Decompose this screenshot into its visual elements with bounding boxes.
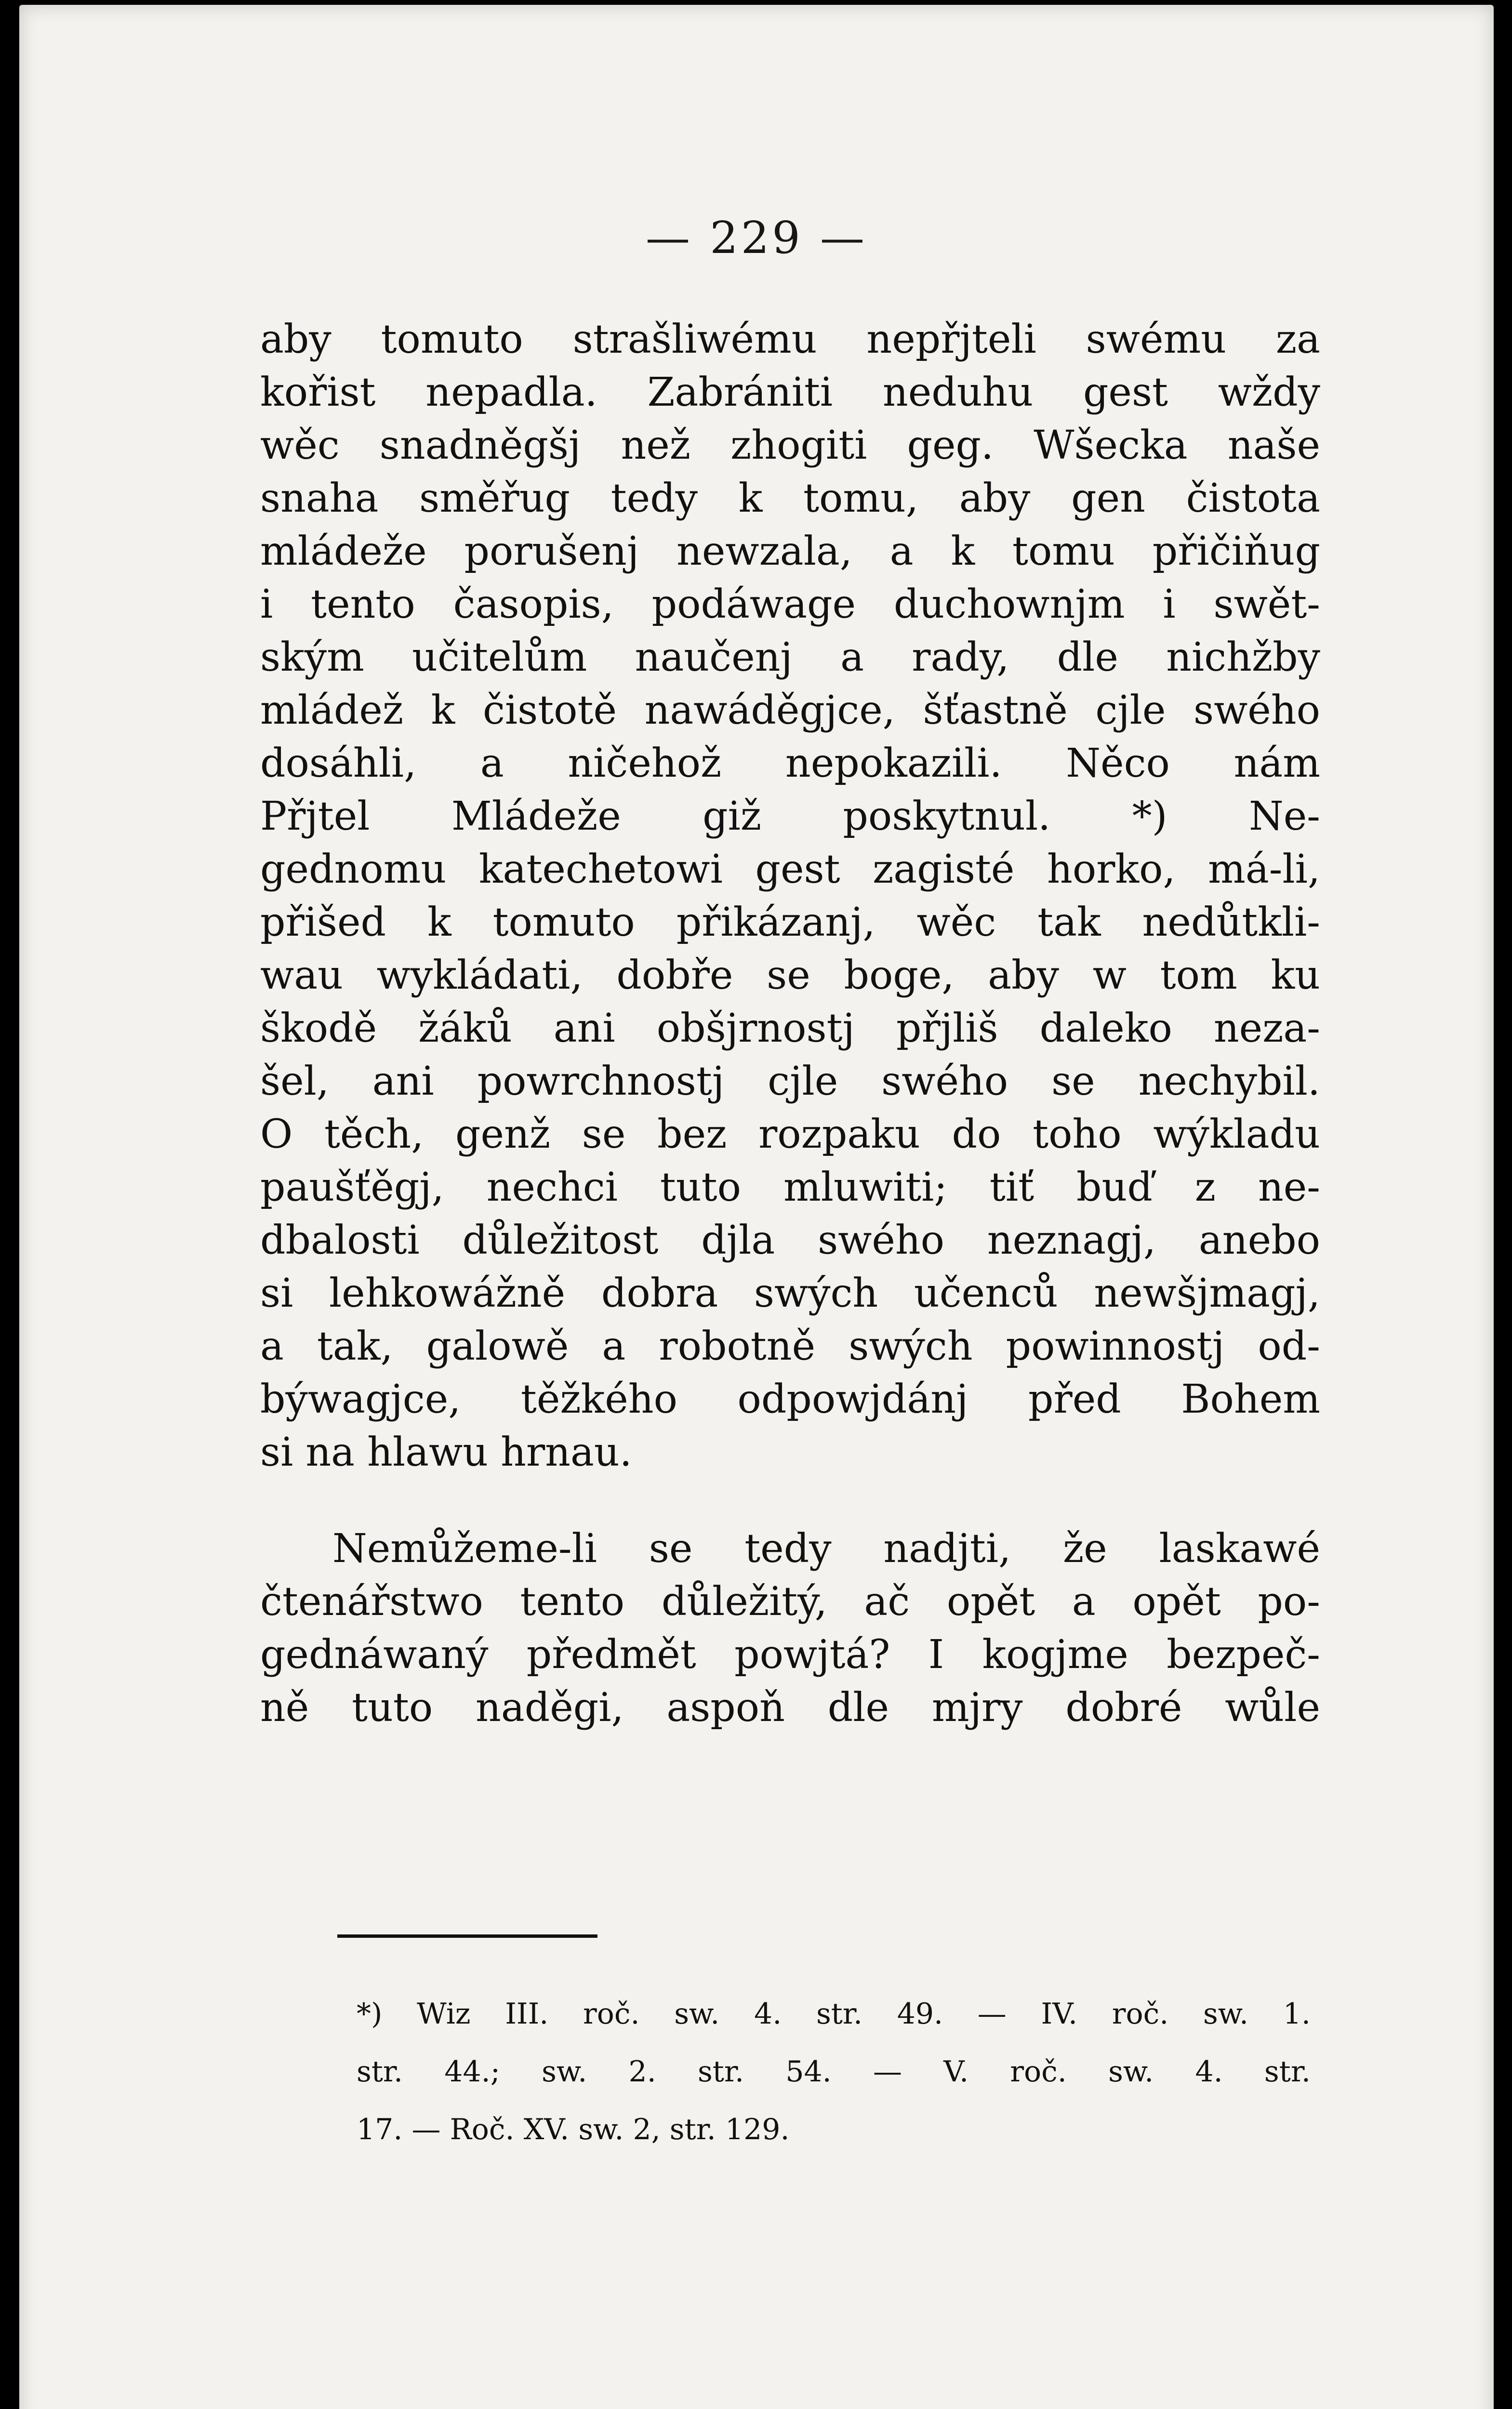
text-line: škodě žáků ani obšjrnostj přjliš daleko neza- xyxy=(260,1006,1320,1051)
paragraph xyxy=(260,1522,1320,1734)
text-line: dosáhli, a ničehož nepokazili. Něco nám xyxy=(260,741,1320,786)
paragraph-gap xyxy=(260,1479,1320,1522)
text-line: šel, ani powrchnostj cjle swého se nechybil. xyxy=(260,1059,1320,1104)
text-line: aby tomuto strašliwému nepřjteli swému za xyxy=(260,317,1320,362)
page-number: — 229 — xyxy=(645,212,868,264)
text-line: si lehkowážně dobra swých učenců newšjmagj, xyxy=(260,1271,1320,1316)
text-line: a tak, galowě a robotně swých powinnostj od- xyxy=(260,1324,1320,1369)
footnote xyxy=(357,1985,1311,2158)
text-line: gednomu katechetowi gest zagisté horko, má-li, xyxy=(260,847,1320,892)
text-line: wau wykládati, dobře se boge, aby w tom ku xyxy=(260,953,1320,998)
text-line: Přjtel Mládeže giž poskytnul. *) Ne- xyxy=(260,794,1320,839)
text-line: paušťěgj, nechci tuto mluwiti; tiť buď z ne- xyxy=(260,1165,1320,1210)
text-line: si na hlawu hrnau. xyxy=(260,1430,632,1475)
text-line: O těch, genž se bez rozpaku do toho wýkladu xyxy=(260,1112,1320,1157)
main-text xyxy=(260,313,1320,1734)
text-line: přišed k tomuto přikázanj, wěc tak nedůtkli- xyxy=(260,900,1320,945)
text-line: i tento časopis, podáwage duchownjm i swět- xyxy=(260,582,1320,627)
footnote-divider xyxy=(337,1934,597,1938)
text-line: Nemůžeme-li se tedy nadjti, že laskawé xyxy=(332,1526,1320,1572)
book-page xyxy=(19,5,1494,2409)
paragraph xyxy=(260,313,1320,1479)
text-line: čtenářstwo tento důležitý, ač opět a opět po- xyxy=(260,1579,1320,1625)
text-line: kořist nepadla. Zabrániti neduhu gest wždy xyxy=(260,370,1320,415)
text-line: wěc snadněgšj než zhogiti geg. Wšecka naše xyxy=(260,423,1320,468)
text-line: mládež k čistotě nawáděgjce, šťastně cjle swého xyxy=(260,688,1320,733)
text-line: dbalosti důležitost djla swého neznagj, anebo xyxy=(260,1218,1320,1263)
text-line: snaha směřug tedy k tomu, aby gen čistota xyxy=(260,476,1320,521)
text-line: mládeže porušenj newzala, a k tomu přičiňug xyxy=(260,529,1320,574)
footnote-line: 17. — Roč. XV. sw. 2, str. 129. xyxy=(357,2113,790,2146)
text-line: ským učitelům naučenj a rady, dle nichžby xyxy=(260,635,1320,680)
text-line: býwagjce, těžkého odpowjdánj před Bohem xyxy=(260,1377,1320,1422)
text-line: gednáwaný předmět powjtá? I kogjme bezpeč- xyxy=(260,1632,1320,1678)
footnote-line: *) Wiz III. roč. sw. 4. str. 49. — IV. roč. sw. 1. xyxy=(357,1997,1311,2031)
footnote-line: str. 44.; sw. 2. str. 54. — V. roč. sw. 4. str. xyxy=(357,2055,1311,2089)
text-line: ně tuto naděgi, aspoň dle mjry dobré wůle xyxy=(260,1685,1320,1731)
